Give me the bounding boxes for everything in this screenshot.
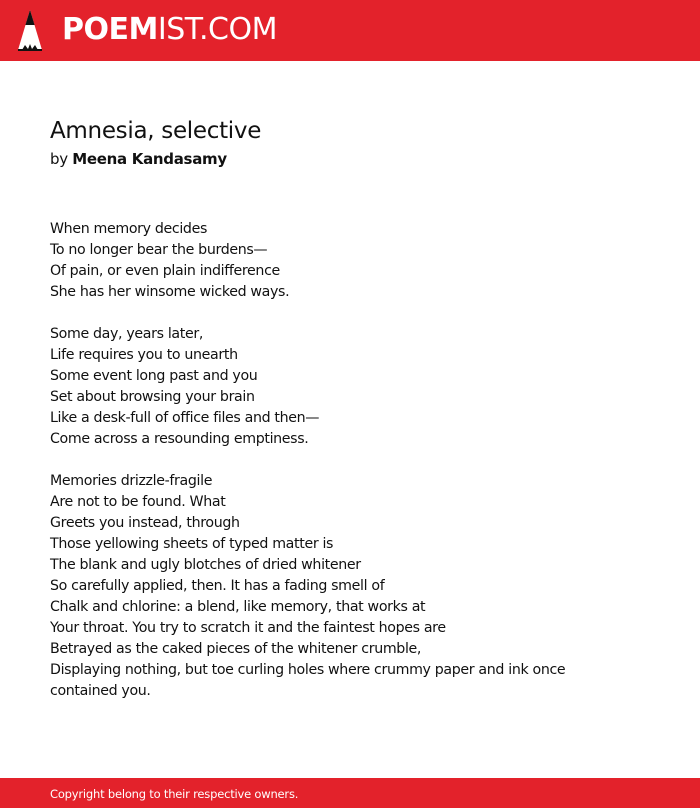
- by-label: by: [50, 150, 68, 168]
- poem-line: Some event long past and you: [50, 368, 258, 384]
- poem-line: contained you.: [50, 683, 151, 699]
- poem-title: Amnesia, selective: [50, 118, 262, 144]
- poem-line: Set about browsing your brain: [50, 389, 255, 405]
- poem-byline: [50, 149, 227, 169]
- poem-line: Like a desk-full of office files and then—: [50, 410, 320, 426]
- site-header: [0, 0, 700, 61]
- poem-stanza: [50, 219, 650, 303]
- pencil-icon: [18, 9, 42, 51]
- site-footer: [0, 778, 700, 808]
- poem-line: Some day, years later,: [50, 326, 203, 342]
- poem-line: She has her winsome wicked ways.: [50, 284, 290, 300]
- poem-body: [50, 219, 650, 723]
- poem-stanza: [50, 471, 650, 702]
- poem-line: To no longer bear the burdens—: [50, 242, 268, 258]
- poem-line: Chalk and chlorine: a blend, like memory, that works at: [50, 599, 426, 615]
- poem-line: Your throat. You try to scratch it and the faintest hopes are: [50, 620, 446, 636]
- poem-line: Come across a resounding emptiness.: [50, 431, 309, 447]
- poem-line: Betrayed as the caked pieces of the whitener crumble,: [50, 641, 422, 657]
- poem-line: Greets you instead, through: [50, 515, 240, 531]
- site-logo-text[interactable]: [62, 12, 277, 48]
- poem-line: Displaying nothing, but toe curling holes where crummy paper and ink once: [50, 662, 566, 678]
- poem-line: Memories drizzle-fragile: [50, 473, 213, 489]
- poem-stanza: [50, 324, 650, 450]
- poem-line: Of pain, or even plain indifference: [50, 263, 280, 279]
- poem-line: Those yellowing sheets of typed matter is: [50, 536, 334, 552]
- poem-line: The blank and ugly blotches of dried whitener: [50, 557, 361, 573]
- poem-line: Life requires you to unearth: [50, 347, 238, 363]
- brand-strong: POEM: [62, 12, 158, 47]
- poem-line: So carefully applied, then. It has a fading smell of: [50, 578, 385, 594]
- poem-line: Are not to be found. What: [50, 494, 226, 510]
- author-name: Meena Kandasamy: [72, 150, 227, 168]
- brand-light: IST.COM: [157, 12, 277, 47]
- copyright-text: Copyright belong to their respective owners.: [50, 787, 299, 801]
- poem-line: When memory decides: [50, 221, 207, 237]
